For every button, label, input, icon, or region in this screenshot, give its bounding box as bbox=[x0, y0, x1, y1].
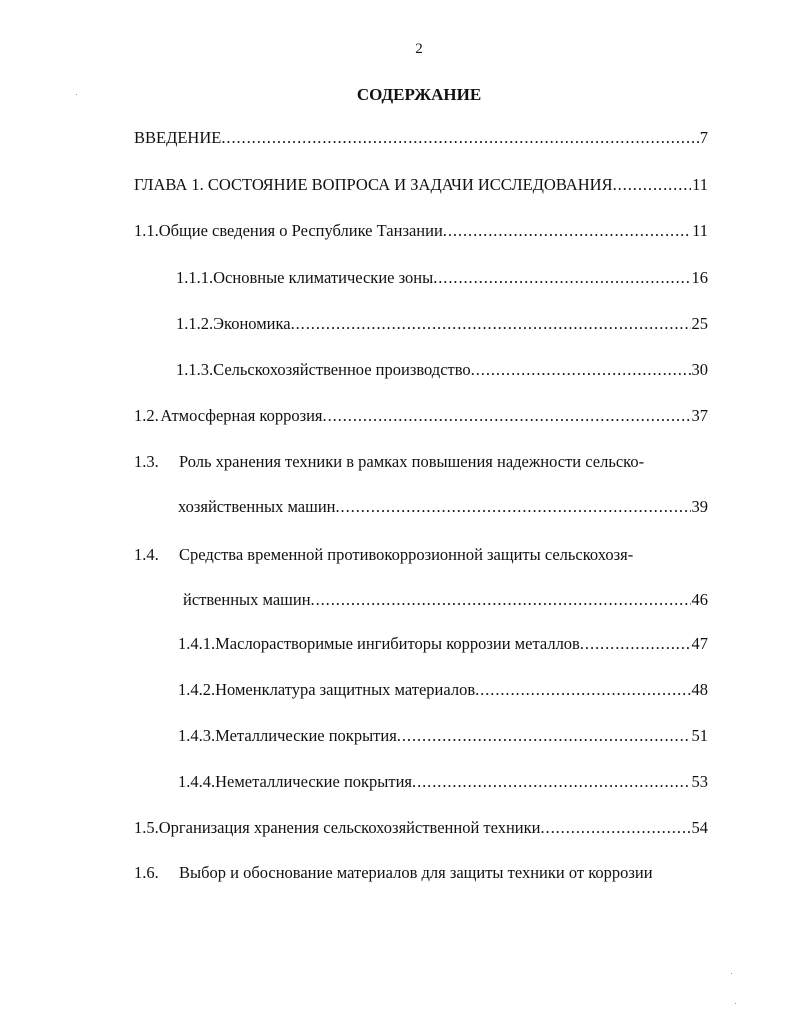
dot-leader bbox=[397, 726, 691, 746]
toc-entry-1-4-1 bbox=[178, 634, 708, 654]
toc-entry-title: Основные климатические зоны bbox=[213, 268, 434, 287]
dot-leader bbox=[291, 314, 691, 334]
dot-leader bbox=[471, 360, 691, 380]
scan-speck bbox=[735, 1003, 736, 1004]
toc-entry-number: 1.4.4. bbox=[178, 772, 216, 791]
toc-entry-page: 11 bbox=[692, 221, 708, 240]
toc-entry-intro bbox=[134, 128, 708, 148]
dot-leader bbox=[475, 680, 690, 700]
dot-leader bbox=[540, 818, 690, 838]
toc-entry-number: 1.1.2. bbox=[176, 314, 214, 333]
toc-entry-title: Средства временной противокоррозионной защиты сельскохозя- bbox=[179, 545, 634, 564]
toc-entry-title: Неметаллические покрытия bbox=[215, 772, 413, 791]
toc-entry-title: ВВЕДЕНИЕ bbox=[134, 128, 222, 147]
toc-entry-chapter-1 bbox=[134, 175, 708, 195]
toc-entry-number: 1.5. bbox=[134, 818, 159, 837]
toc-entry-1-1-3 bbox=[176, 360, 708, 380]
toc-entry-1-4-4 bbox=[178, 772, 708, 792]
dot-leader bbox=[221, 128, 698, 148]
dot-leader bbox=[443, 221, 691, 241]
toc-entry-title: ГЛАВА 1. СОСТОЯНИЕ ВОПРОСА И ЗАДАЧИ ИССЛЕДОВАНИЯ bbox=[134, 175, 613, 194]
toc-entry-title: Металлические покрытия bbox=[215, 726, 397, 745]
toc-entry-title: Роль хранения техники в рамках повышения надежности сельско- bbox=[179, 452, 645, 471]
dot-leader bbox=[580, 634, 691, 654]
toc-entry-title: хозяйственных машин bbox=[178, 497, 336, 516]
toc-entry-number: 1.2. bbox=[134, 406, 159, 425]
dot-leader bbox=[412, 772, 690, 792]
toc-entry-page: 37 bbox=[691, 406, 708, 425]
dot-leader bbox=[311, 590, 691, 610]
toc-entry-number: 1.4.2. bbox=[178, 680, 216, 699]
toc-entry-number: 1.1.3. bbox=[176, 360, 214, 379]
scan-speck bbox=[76, 94, 77, 95]
toc-entry-page: 53 bbox=[691, 772, 708, 791]
toc-entry-number: 1.6. bbox=[134, 863, 159, 882]
toc-entry-page: 25 bbox=[691, 314, 708, 333]
toc-entry-title: Общие сведения о Республике Танзании bbox=[158, 221, 443, 240]
toc-entry-title: Экономика bbox=[213, 314, 291, 333]
toc-entry-1-4-3 bbox=[178, 726, 708, 746]
toc-entry-number: 1.4.1. bbox=[178, 634, 216, 653]
toc-entry-1-1-2 bbox=[176, 314, 708, 334]
toc-entry-page: 7 bbox=[699, 128, 708, 147]
toc-entry-page: 54 bbox=[691, 818, 708, 837]
toc-entry-title: Сельскохозяйственное производство bbox=[213, 360, 471, 379]
toc-entry-1-2 bbox=[134, 406, 708, 426]
toc-entry-1-5 bbox=[134, 818, 708, 838]
toc-entry-1-1-1 bbox=[176, 268, 708, 288]
toc-entry-page: 39 bbox=[691, 497, 708, 516]
toc-entry-number: 1.3. bbox=[134, 452, 159, 471]
toc-entry-title: Маслорастворимые ингибиторы коррозии металлов bbox=[215, 634, 580, 653]
toc-entry-page: 16 bbox=[691, 268, 708, 287]
toc-entry-1-4 bbox=[134, 545, 708, 565]
dot-leader bbox=[336, 497, 691, 517]
toc-entry-number: 1.4.3. bbox=[178, 726, 216, 745]
toc-entry-1-1 bbox=[134, 221, 708, 241]
scan-speck bbox=[731, 973, 732, 974]
page-title: СОДЕРЖАНИЕ bbox=[356, 85, 482, 104]
toc-entry-number: 1.1. bbox=[134, 221, 159, 240]
toc-entry-page: 51 bbox=[691, 726, 708, 745]
dot-leader bbox=[613, 175, 692, 195]
toc-entry-number: 1.4. bbox=[134, 545, 159, 564]
page-number: 2 bbox=[415, 41, 423, 57]
toc-entry-page: 30 bbox=[691, 360, 708, 379]
dot-leader bbox=[323, 406, 691, 426]
toc-entry-1-4-continuation bbox=[183, 590, 708, 610]
toc-entry-1-6 bbox=[134, 863, 708, 883]
toc-entry-page: 46 bbox=[691, 590, 708, 609]
toc-entry-title: Номенклатура защитных материалов bbox=[215, 680, 476, 699]
toc-entry-1-4-2 bbox=[178, 680, 708, 700]
toc-entry-number: 1.1.1. bbox=[176, 268, 214, 287]
dot-leader bbox=[433, 268, 690, 288]
toc-entry-title: Выбор и обоснование материалов для защиты техники от коррозии bbox=[179, 863, 653, 882]
toc-entry-title: Организация хранения сельскохозяйственной техники bbox=[158, 818, 541, 837]
toc-entry-title: йственных машин bbox=[183, 590, 311, 609]
toc-entry-page: 48 bbox=[691, 680, 708, 699]
toc-entry-1-3 bbox=[134, 452, 708, 472]
toc-entry-1-3-continuation bbox=[178, 497, 708, 517]
toc-entry-title: Атмосферная коррозия bbox=[160, 406, 323, 425]
toc-entry-page: 11 bbox=[692, 175, 708, 194]
toc-entry-page: 47 bbox=[691, 634, 708, 653]
